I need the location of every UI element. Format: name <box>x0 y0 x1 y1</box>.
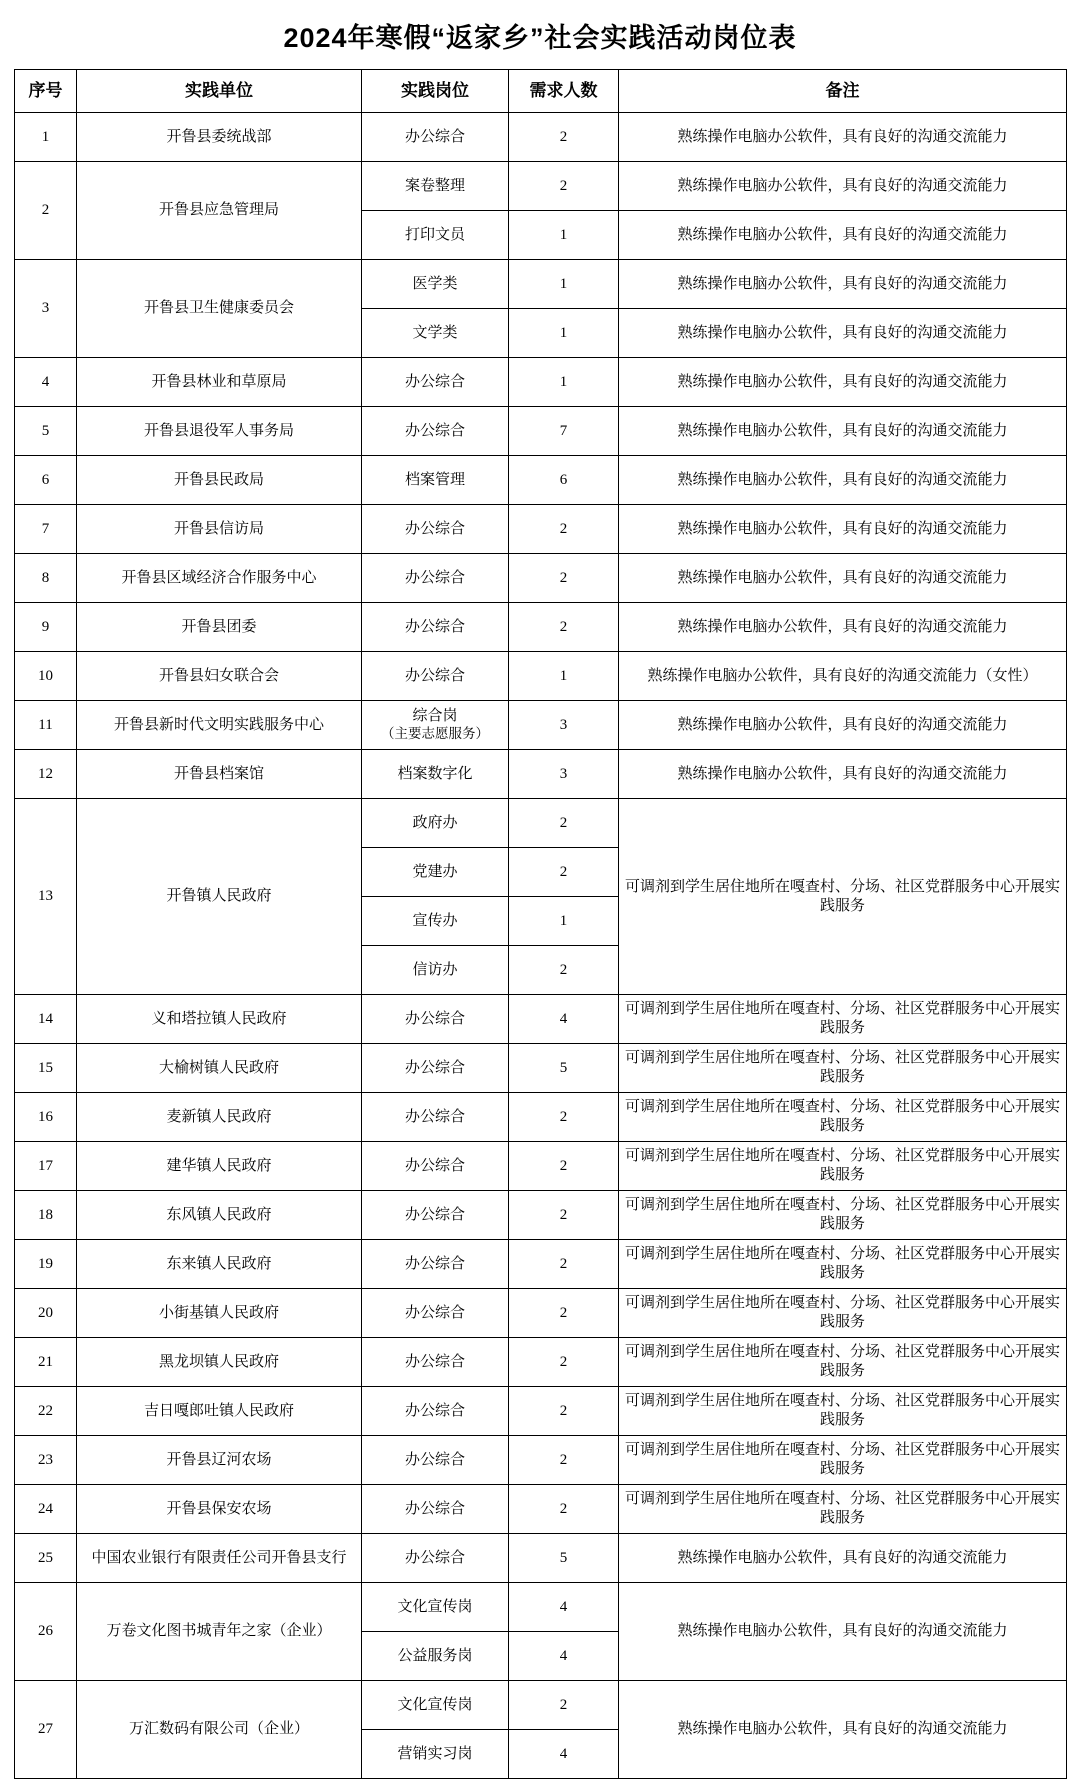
cell-remark: 可调剂到学生居住地所在嘎查村、分场、社区党群服务中心开展实践服务 <box>619 1485 1067 1534</box>
cell-post: 办公综合 <box>362 1338 509 1387</box>
cell-unit: 开鲁县退役军人事务局 <box>77 407 362 456</box>
cell-unit: 黑龙坝镇人民政府 <box>77 1338 362 1387</box>
cell-post: 政府办 <box>362 799 509 848</box>
cell-unit: 东来镇人民政府 <box>77 1240 362 1289</box>
cell-unit: 开鲁县保安农场 <box>77 1485 362 1534</box>
table-row <box>15 456 1067 505</box>
cell-post: 办公综合 <box>362 1142 509 1191</box>
cell-remark: 可调剂到学生居住地所在嘎查村、分场、社区党群服务中心开展实践服务 <box>619 1191 1067 1240</box>
cell-number: 2 <box>509 946 619 995</box>
cell-unit: 开鲁县档案馆 <box>77 750 362 799</box>
table-row <box>15 1534 1067 1583</box>
cell-post: 办公综合 <box>362 603 509 652</box>
cell-unit: 大榆树镇人民政府 <box>77 1044 362 1093</box>
cell-remark: 可调剂到学生居住地所在嘎查村、分场、社区党群服务中心开展实践服务 <box>619 1142 1067 1191</box>
cell-remark: 熟练操作电脑办公软件，具有良好的沟通交流能力 <box>619 113 1067 162</box>
cell-number: 2 <box>509 799 619 848</box>
table-row <box>15 1289 1067 1338</box>
cell-remark: 可调剂到学生居住地所在嘎查村、分场、社区党群服务中心开展实践服务 <box>619 1044 1067 1093</box>
cell-index: 16 <box>15 1093 77 1142</box>
cell-index: 3 <box>15 260 77 358</box>
cell-number: 1 <box>509 358 619 407</box>
cell-number: 4 <box>509 995 619 1044</box>
cell-post: 办公综合 <box>362 1387 509 1436</box>
cell-index: 4 <box>15 358 77 407</box>
cell-unit: 义和塔拉镇人民政府 <box>77 995 362 1044</box>
table-row <box>15 1583 1067 1632</box>
cell-number: 4 <box>509 1730 619 1779</box>
table-header-row <box>15 70 1067 113</box>
cell-index: 6 <box>15 456 77 505</box>
cell-number: 2 <box>509 1387 619 1436</box>
cell-remark: 可调剂到学生居住地所在嘎查村、分场、社区党群服务中心开展实践服务 <box>619 1387 1067 1436</box>
table-row <box>15 554 1067 603</box>
table-row <box>15 799 1067 848</box>
cell-unit: 开鲁镇人民政府 <box>77 799 362 995</box>
cell-number: 2 <box>509 1338 619 1387</box>
cell-remark: 熟练操作电脑办公软件，具有良好的沟通交流能力 <box>619 260 1067 309</box>
cell-unit: 开鲁县应急管理局 <box>77 162 362 260</box>
cell-index: 24 <box>15 1485 77 1534</box>
table-row <box>15 1093 1067 1142</box>
cell-remark: 可调剂到学生居住地所在嘎查村、分场、社区党群服务中心开展实践服务 <box>619 1436 1067 1485</box>
cell-unit: 开鲁县区域经济合作服务中心 <box>77 554 362 603</box>
table-row <box>15 113 1067 162</box>
job-positions-table <box>14 69 1067 1779</box>
cell-remark: 熟练操作电脑办公软件，具有良好的沟通交流能力 <box>619 162 1067 211</box>
table-row <box>15 358 1067 407</box>
table-row <box>15 652 1067 701</box>
cell-index: 12 <box>15 750 77 799</box>
cell-number: 3 <box>509 701 619 750</box>
cell-index: 23 <box>15 1436 77 1485</box>
cell-post: 营销实习岗 <box>362 1730 509 1779</box>
cell-index: 8 <box>15 554 77 603</box>
cell-index: 22 <box>15 1387 77 1436</box>
cell-number: 2 <box>509 162 619 211</box>
cell-remark: 可调剂到学生居住地所在嘎查村、分场、社区党群服务中心开展实践服务 <box>619 995 1067 1044</box>
cell-post: 办公综合 <box>362 358 509 407</box>
cell-unit: 开鲁县新时代文明实践服务中心 <box>77 701 362 750</box>
cell-index: 14 <box>15 995 77 1044</box>
cell-remark: 熟练操作电脑办公软件，具有良好的沟通交流能力 <box>619 701 1067 750</box>
cell-number: 4 <box>509 1583 619 1632</box>
cell-post: 办公综合 <box>362 407 509 456</box>
cell-post: 文化宣传岗 <box>362 1583 509 1632</box>
column-header-unit: 实践单位 <box>77 70 362 113</box>
cell-remark: 熟练操作电脑办公软件，具有良好的沟通交流能力 <box>619 750 1067 799</box>
table-row <box>15 750 1067 799</box>
cell-number: 6 <box>509 456 619 505</box>
cell-unit: 麦新镇人民政府 <box>77 1093 362 1142</box>
cell-index: 11 <box>15 701 77 750</box>
column-header-remark: 备注 <box>619 70 1067 113</box>
cell-number: 1 <box>509 897 619 946</box>
cell-index: 21 <box>15 1338 77 1387</box>
post-name: 综合岗 <box>412 708 458 725</box>
cell-remark: 可调剂到学生居住地所在嘎查村、分场、社区党群服务中心开展实践服务 <box>619 1289 1067 1338</box>
cell-unit: 小街基镇人民政府 <box>77 1289 362 1338</box>
cell-unit: 开鲁县信访局 <box>77 505 362 554</box>
cell-index: 17 <box>15 1142 77 1191</box>
cell-post: 党建办 <box>362 848 509 897</box>
cell-unit: 开鲁县委统战部 <box>77 113 362 162</box>
column-header-number: 需求人数 <box>509 70 619 113</box>
cell-post: 案卷整理 <box>362 162 509 211</box>
cell-number: 5 <box>509 1044 619 1093</box>
cell-remark: 可调剂到学生居住地所在嘎查村、分场、社区党群服务中心开展实践服务 <box>619 1338 1067 1387</box>
table-row <box>15 260 1067 309</box>
cell-unit: 开鲁县民政局 <box>77 456 362 505</box>
cell-post: 档案管理 <box>362 456 509 505</box>
cell-post: 宣传办 <box>362 897 509 946</box>
cell-index: 2 <box>15 162 77 260</box>
table-row <box>15 1436 1067 1485</box>
cell-unit: 开鲁县林业和草原局 <box>77 358 362 407</box>
cell-post: 办公综合 <box>362 1240 509 1289</box>
table-row <box>15 701 1067 750</box>
cell-number: 1 <box>509 211 619 260</box>
cell-unit: 开鲁县卫生健康委员会 <box>77 260 362 358</box>
table-row <box>15 1681 1067 1730</box>
cell-number: 1 <box>509 260 619 309</box>
table-row <box>15 1240 1067 1289</box>
table-row <box>15 1485 1067 1534</box>
cell-unit: 东风镇人民政府 <box>77 1191 362 1240</box>
table-row <box>15 1338 1067 1387</box>
column-header-index: 序号 <box>15 70 77 113</box>
cell-index: 20 <box>15 1289 77 1338</box>
cell-post: 档案数字化 <box>362 750 509 799</box>
cell-remark: 熟练操作电脑办公软件，具有良好的沟通交流能力 <box>619 1681 1067 1779</box>
cell-post: 医学类 <box>362 260 509 309</box>
cell-number: 1 <box>509 309 619 358</box>
cell-number: 2 <box>509 1436 619 1485</box>
column-header-post: 实践岗位 <box>362 70 509 113</box>
cell-index: 27 <box>15 1681 77 1779</box>
table-row <box>15 995 1067 1044</box>
cell-post <box>362 701 509 750</box>
cell-unit: 中国农业银行有限责任公司开鲁县支行 <box>77 1534 362 1583</box>
cell-index: 5 <box>15 407 77 456</box>
table-row <box>15 1044 1067 1093</box>
cell-unit: 开鲁县辽河农场 <box>77 1436 362 1485</box>
cell-number: 7 <box>509 407 619 456</box>
cell-post: 办公综合 <box>362 113 509 162</box>
cell-number: 2 <box>509 505 619 554</box>
cell-remark: 熟练操作电脑办公软件，具有良好的沟通交流能力 <box>619 603 1067 652</box>
cell-post: 办公综合 <box>362 1289 509 1338</box>
cell-number: 2 <box>509 848 619 897</box>
cell-number: 3 <box>509 750 619 799</box>
cell-number: 2 <box>509 1681 619 1730</box>
cell-post: 打印文员 <box>362 211 509 260</box>
cell-number: 2 <box>509 1289 619 1338</box>
cell-unit: 建华镇人民政府 <box>77 1142 362 1191</box>
cell-number: 2 <box>509 113 619 162</box>
cell-unit: 吉日嘎郎吐镇人民政府 <box>77 1387 362 1436</box>
cell-index: 7 <box>15 505 77 554</box>
cell-remark: 熟练操作电脑办公软件，具有良好的沟通交流能力 <box>619 505 1067 554</box>
cell-remark: 熟练操作电脑办公软件，具有良好的沟通交流能力 <box>619 211 1067 260</box>
cell-post: 办公综合 <box>362 1485 509 1534</box>
table-row <box>15 162 1067 211</box>
cell-post: 办公综合 <box>362 1436 509 1485</box>
cell-unit: 万汇数码有限公司（企业） <box>77 1681 362 1779</box>
cell-number: 2 <box>509 1485 619 1534</box>
cell-remark: 熟练操作电脑办公软件，具有良好的沟通交流能力 <box>619 554 1067 603</box>
cell-post: 公益服务岗 <box>362 1632 509 1681</box>
cell-index: 19 <box>15 1240 77 1289</box>
cell-index: 13 <box>15 799 77 995</box>
cell-index: 26 <box>15 1583 77 1681</box>
cell-index: 9 <box>15 603 77 652</box>
cell-remark: 熟练操作电脑办公软件，具有良好的沟通交流能力 <box>619 1583 1067 1681</box>
cell-post: 信访办 <box>362 946 509 995</box>
cell-post: 办公综合 <box>362 652 509 701</box>
cell-remark: 可调剂到学生居住地所在嘎查村、分场、社区党群服务中心开展实践服务 <box>619 1240 1067 1289</box>
table-row <box>15 1387 1067 1436</box>
cell-index: 15 <box>15 1044 77 1093</box>
cell-number: 2 <box>509 603 619 652</box>
table-row <box>15 603 1067 652</box>
table-row <box>15 1142 1067 1191</box>
page-title: 2024年寒假“返家乡”社会实践活动岗位表 <box>283 23 797 53</box>
cell-number: 2 <box>509 1093 619 1142</box>
cell-post: 办公综合 <box>362 995 509 1044</box>
cell-post: 办公综合 <box>362 1044 509 1093</box>
table-row <box>15 1191 1067 1240</box>
cell-index: 18 <box>15 1191 77 1240</box>
cell-post: 办公综合 <box>362 1191 509 1240</box>
cell-remark: 熟练操作电脑办公软件，具有良好的沟通交流能力 <box>619 1534 1067 1583</box>
cell-post: 文化宣传岗 <box>362 1681 509 1730</box>
cell-post: 办公综合 <box>362 1093 509 1142</box>
cell-remark: 熟练操作电脑办公软件，具有良好的沟通交流能力 <box>619 407 1067 456</box>
cell-unit: 开鲁县妇女联合会 <box>77 652 362 701</box>
cell-index: 1 <box>15 113 77 162</box>
cell-unit: 万卷文化图书城青年之家（企业） <box>77 1583 362 1681</box>
cell-number: 1 <box>509 652 619 701</box>
cell-number: 2 <box>509 1191 619 1240</box>
cell-index: 25 <box>15 1534 77 1583</box>
cell-number: 2 <box>509 1142 619 1191</box>
cell-remark: 熟练操作电脑办公软件，具有良好的沟通交流能力 <box>619 456 1067 505</box>
cell-unit: 开鲁县团委 <box>77 603 362 652</box>
cell-number: 2 <box>509 554 619 603</box>
cell-index: 10 <box>15 652 77 701</box>
post-name-sub: （主要志愿服务） <box>381 725 489 741</box>
cell-post: 办公综合 <box>362 554 509 603</box>
cell-remark: 可调剂到学生居住地所在嘎查村、分场、社区党群服务中心开展实践服务 <box>619 1093 1067 1142</box>
cell-remark: 熟练操作电脑办公软件，具有良好的沟通交流能力（女性） <box>619 652 1067 701</box>
cell-post: 办公综合 <box>362 505 509 554</box>
cell-number: 2 <box>509 1240 619 1289</box>
cell-number: 5 <box>509 1534 619 1583</box>
cell-post: 文学类 <box>362 309 509 358</box>
cell-remark: 熟练操作电脑办公软件，具有良好的沟通交流能力 <box>619 309 1067 358</box>
cell-post: 办公综合 <box>362 1534 509 1583</box>
cell-remark: 可调剂到学生居住地所在嘎查村、分场、社区党群服务中心开展实践服务 <box>619 799 1067 995</box>
table-row <box>15 505 1067 554</box>
table-body <box>15 113 1067 1779</box>
cell-remark: 熟练操作电脑办公软件，具有良好的沟通交流能力 <box>619 358 1067 407</box>
table-row <box>15 407 1067 456</box>
cell-number: 4 <box>509 1632 619 1681</box>
